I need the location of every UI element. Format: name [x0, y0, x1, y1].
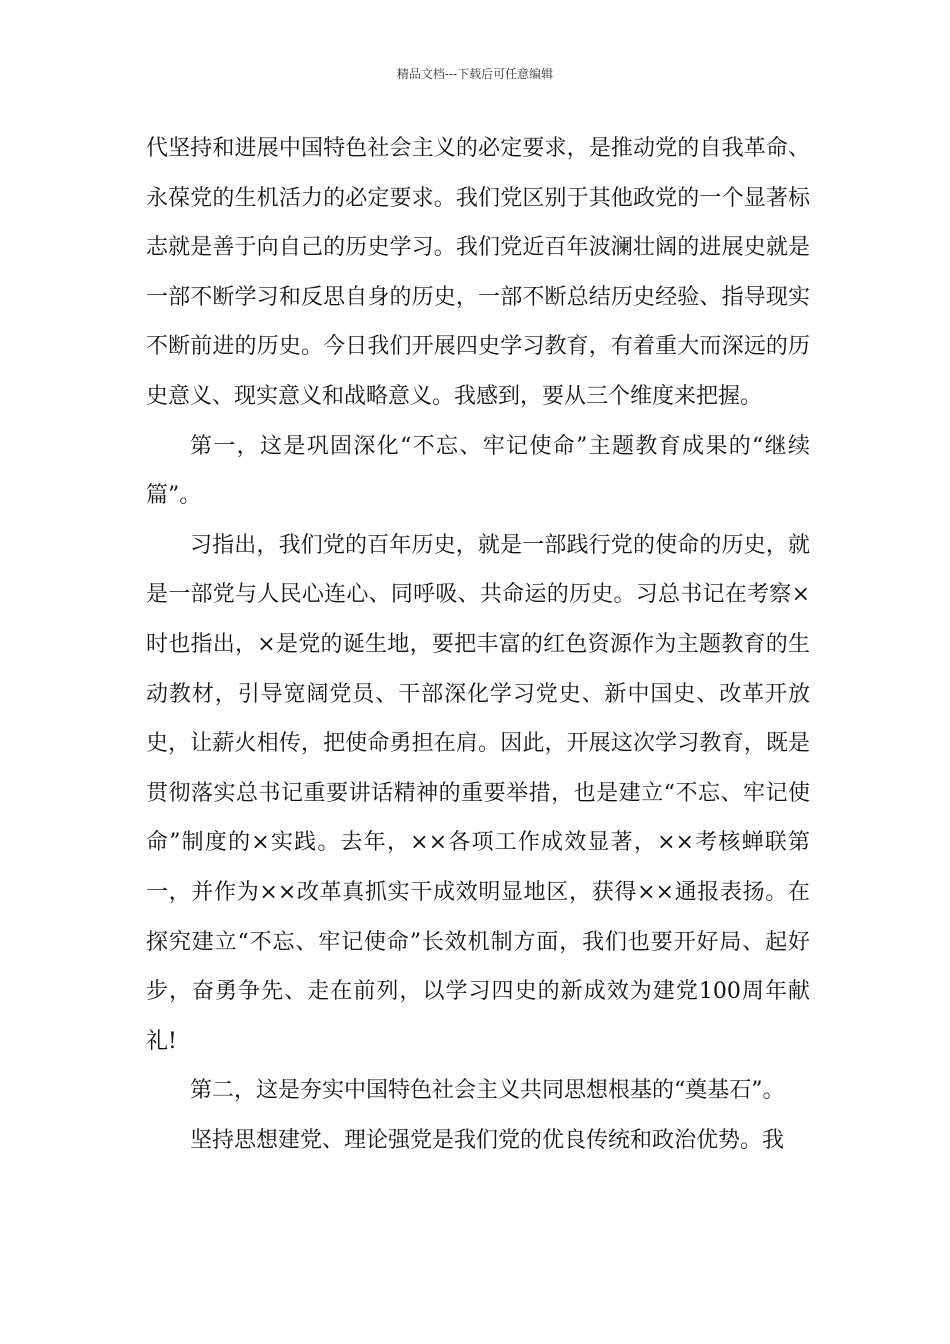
paragraph-3: 习指出，我们党的百年历史，就是一部践行党的使命的历史，就是一部党与人民心连心、同呼吸、共命运的历史。习总书记在考察×时也指出，×是党的诞生地，要把丰富的红色资源作为主题教育的生动教材，引导宽阔党员、干部深化学习党史、新中国史、改革开放史，让薪火相传，把使命勇担在肩。因此，开展这次学习教育，既是贯彻落实总书记重要讲话精神的重要举措，也是建立“不忘、牢记使命”制度的×实践。去年，××各项工作成效显著，××考核蝉联第一，并作为××改革真抓实干成效明显地区，获得××通报表扬。在探究建立“不忘、牢记使命”长效机制方面，我们也要开好局、起好步，奋勇争先、走在前列，以学习四史的新成效为建党100周年献礼! — [146, 532, 810, 1054]
paragraph-1: 代坚持和进展中国特色社会主义的必定要求，是推动党的自我革命、永葆党的生机活力的必定要求。我们党区别于其他政党的一个显著标志就是善于向自己的历史学习。我们党近百年波澜壮阔的进展史就是一部不断学习和反思自身的历史，一部不断总结历史经验、指导现实不断前进的历史。今日我们开展四史学习教育，有着重大而深远的历史意义、现实意义和战略意义。我感到，要从三个维度来把握。 — [146, 136, 810, 409]
document-body — [146, 124, 810, 1165]
page-header: 精品文档---下载后可任意编辑 — [396, 67, 554, 81]
paragraph-2: 第一，这是巩固深化“不忘、牢记使命”主题教育成果的“继续篇”。 — [146, 433, 810, 509]
paragraph-4: 第二，这是夯实中国特色社会主义共同思想根基的“奠基石”。 — [190, 1078, 785, 1104]
paragraph-5: 坚持思想建党、理论强党是我们党的优良传统和政治优势。我 — [190, 1127, 785, 1153]
